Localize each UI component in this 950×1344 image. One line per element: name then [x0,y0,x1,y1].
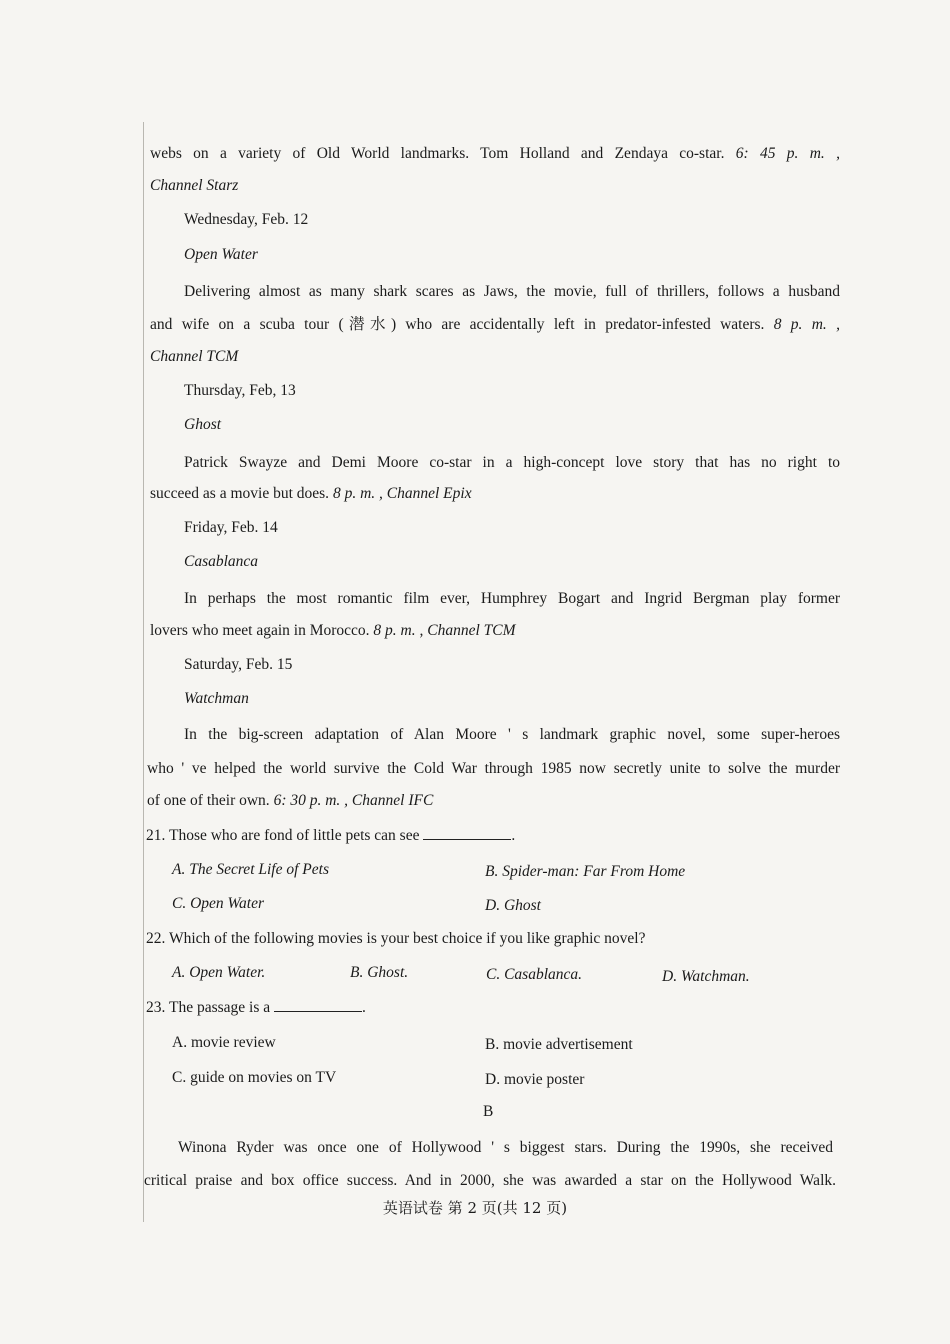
thu-line2 [150,484,840,504]
question-21-end: . [511,827,516,844]
sat-line3 [147,791,837,811]
fri-line2-text: lovers who meet again in Morocco. [150,622,370,639]
thu-time: 8 p. m. , [332,485,383,502]
fri-channel: Channel TCM [427,622,516,639]
wed-title: Open Water [184,246,258,263]
q22-option-a[interactable]: A. Open Water. [172,964,266,981]
q23-option-a[interactable]: A. movie review [172,1034,276,1051]
q23-option-c[interactable]: C. guide on movies on TV [172,1069,337,1086]
thu-line2-text: succeed as a movie but does. [150,485,330,502]
sat-line2: who ' ve helped the world survive the Cold War through 1985 now secretly unite to solve the murder [147,760,840,777]
question-21-stem [146,825,836,846]
fri-line2 [150,621,840,641]
wed-channel: Channel TCM [150,348,239,365]
question-23-stem [146,997,836,1018]
intro-tail-channel: Channel Starz [150,177,239,194]
q21-option-b[interactable]: B. Spider-man: Far From Home [485,863,686,880]
wed-line2 [150,315,840,335]
intro-tail-line [150,144,840,164]
sat-channel: Channel IFC [351,792,434,809]
sat-line3-text: of one of their own. [147,792,270,809]
thu-day: Thursday, Feb, 13 [184,382,296,399]
fri-time: 8 p. m. , [373,622,424,639]
q23-option-d[interactable]: D. movie poster [485,1071,585,1088]
wed-day: Wednesday, Feb. 12 [184,211,309,228]
q23-option-b[interactable]: B. movie advertisement [485,1036,633,1053]
q22-option-c[interactable]: C. Casablanca. [486,966,583,983]
q22-option-b[interactable]: B. Ghost. [350,964,409,981]
wed-line2-text: and wife on a scuba tour (潜水) who are accidentally left in predator-infested waters. [150,316,765,333]
answer-blank [274,997,362,1012]
wed-time: 8 p. m. , [773,316,841,333]
q21-option-c[interactable]: C. Open Water [172,895,264,912]
answer-blank [423,825,511,840]
fri-day: Friday, Feb. 14 [184,519,278,536]
thu-title: Ghost [184,416,222,433]
question-23-end: . [362,999,366,1016]
question-23-text: 23. The passage is a [146,999,271,1016]
sat-line1: In the big-screen adaptation of Alan Moore ' s landmark graphic novel, some super-heroes [184,726,840,743]
wed-line1: Delivering almost as many shark scares as Jaws, the movie, full of thrillers, follows a husband [184,283,840,300]
q22-option-d[interactable]: D. Watchman. [662,968,750,985]
thu-channel: Channel Epix [386,485,472,502]
q21-option-d[interactable]: D. Ghost [485,897,541,914]
intro-tail-text: webs on a variety of Old World landmarks. Tom Holland and Zendaya co-star. [150,145,725,162]
fri-title: Casablanca [184,553,259,570]
sat-day: Saturday, Feb. 15 [184,656,293,673]
question-22-stem: 22. Which of the following movies is your best choice if you like graphic novel? [146,930,646,947]
q21-option-a[interactable]: A. The Secret Life of Pets [172,861,329,878]
section-b-line1: Winona Ryder was once one of Hollywood ' s biggest stars. During the 1990s, she received [178,1139,833,1156]
section-b-line2: critical praise and box office success. And in 2000, she was awarded a star on the Hollywood Walk. [144,1172,836,1189]
sat-title: Watchman [184,690,249,707]
section-b-label: B [483,1103,494,1120]
page-footer: 英语试卷 第 2 页(共 12 页) [382,1199,568,1217]
thu-line1: Patrick Swayze and Demi Moore co-star in a high-concept love story that has no right to [184,454,840,471]
fri-line1: In perhaps the most romantic film ever, Humphrey Bogart and Ingrid Bergman play former [184,590,840,607]
margin-line [143,122,144,1222]
question-21-text: 21. Those who are fond of little pets can see [146,827,420,844]
sat-time: 6: 30 p. m. , [273,792,349,809]
intro-tail-time: 6: 45 p. m. , [735,145,840,162]
